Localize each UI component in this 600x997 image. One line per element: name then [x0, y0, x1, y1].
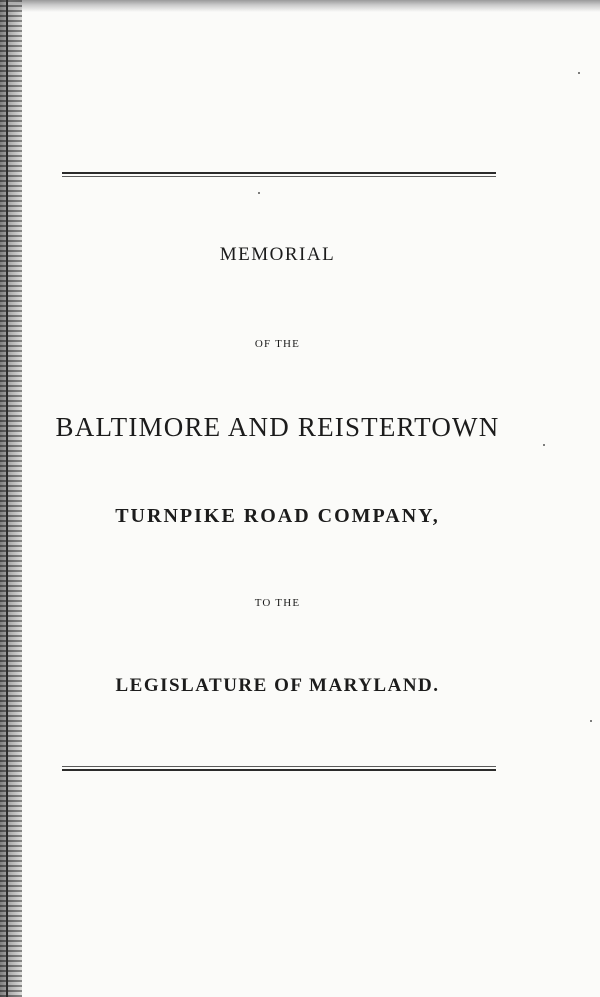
scan-speck — [578, 72, 580, 74]
bottom-rule-thin — [62, 766, 496, 767]
title-memorial: MEMORIAL — [219, 244, 336, 265]
bottom-double-rule — [62, 766, 496, 771]
scan-speck — [590, 720, 592, 722]
scan-speck — [258, 192, 260, 194]
title-company-line-2: TURNPIKE ROAD COMPANY, — [115, 505, 440, 527]
top-rule-thin — [62, 176, 496, 177]
title-company-line-1: BALTIMORE AND REISTERTOWN — [55, 412, 500, 442]
scan-binding-edge — [0, 0, 22, 997]
top-double-rule — [62, 172, 496, 177]
bottom-rule-thick — [62, 769, 496, 771]
title-legislature: LEGISLATURE OF MARYLAND. — [115, 675, 440, 696]
scan-top-edge — [0, 0, 600, 12]
title-to-the: TO THE — [254, 597, 301, 609]
top-rule-thick — [62, 172, 496, 174]
scan-speck — [543, 444, 545, 446]
scan-binding-line — [6, 0, 8, 997]
title-of-the: OF THE — [254, 338, 301, 350]
